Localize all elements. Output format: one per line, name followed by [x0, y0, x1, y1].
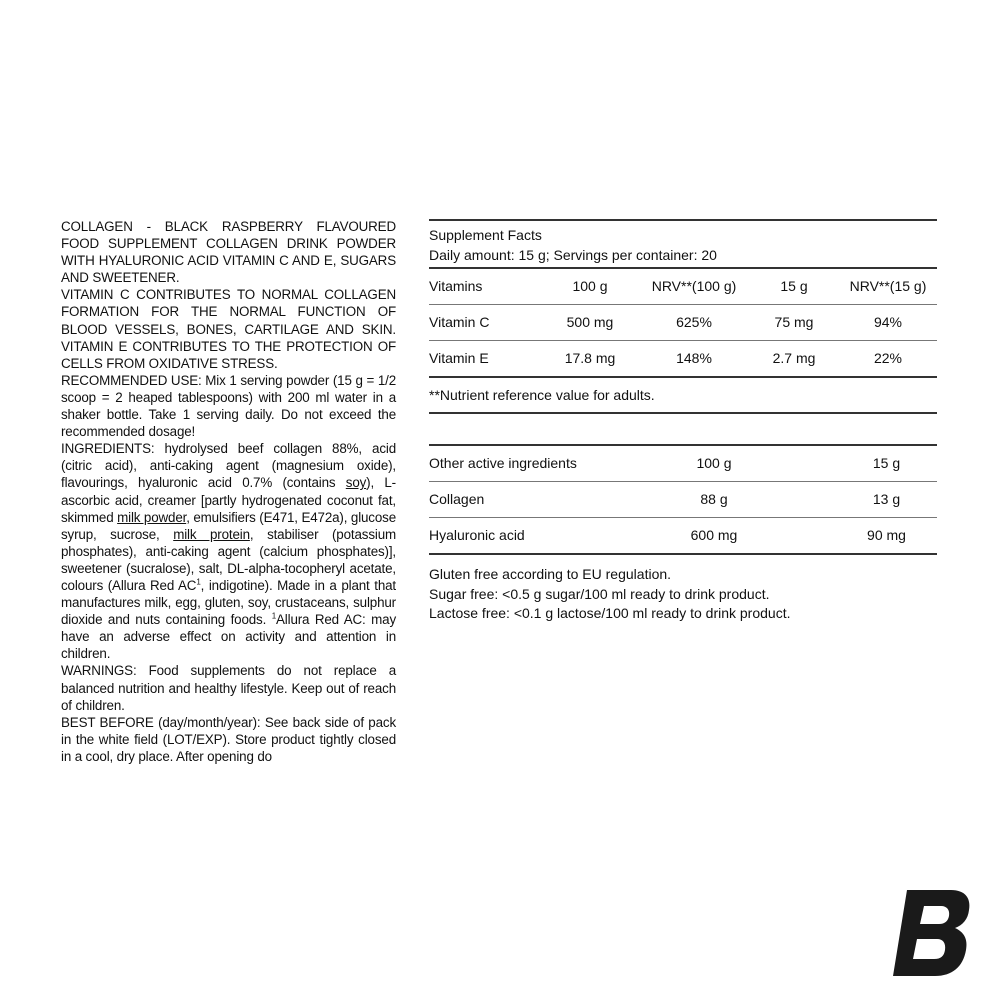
header-cell: NRV**(15 g)	[849, 278, 927, 294]
product-title: COLLAGEN - BLACK RASPBERRY FLAVOURED FOOD SUPPLEMENT COLLAGEN DRINK POWDER WITH HYALURONIC ACID VITAMIN C AND E, SUGARS AND SWEETENER.	[61, 219, 396, 286]
table-cell: 17.8 mg	[564, 350, 616, 366]
table-cell: 75 mg	[774, 314, 814, 330]
header-cell: Other active ingredients	[429, 455, 577, 471]
recommended-use: RECOMMENDED USE: Mix 1 serving powder (15 g = 1/2 scoop = 2 heaped tablespoons) with 200 ml water in a shaker bottle. Take 1 serving daily. Do not exceed the recommended dosage!	[61, 372, 396, 440]
lactose-note: Lactose free: <0.1 g lactose/100 ml ready to drink product.	[429, 605, 791, 621]
table-cell: 2.7 mg	[772, 350, 816, 366]
row-label: Vitamin C	[429, 314, 490, 330]
allergen-milk-protein: milk protein	[173, 526, 250, 542]
table-cell: 625%	[676, 314, 712, 330]
table-cell: 94%	[873, 314, 903, 330]
header-cell: NRV**(100 g)	[651, 278, 737, 294]
divider	[429, 553, 937, 555]
nrv-footnote: **Nutrient reference value for adults.	[429, 387, 655, 403]
table-cell: 500 mg	[566, 314, 614, 330]
active-header-row	[429, 446, 937, 481]
best-before: BEST BEFORE (day/month/year): See back side of pack in the white field (LOT/EXP). Store product tightly closed in a cool, dry place. After opening do	[61, 714, 396, 764]
dietary-notes	[429, 565, 937, 624]
health-claims: VITAMIN C CONTRIBUTES TO NORMAL COLLAGEN FORMATION FOR THE NORMAL FUNCTION OF BLOOD VESSELS, BONES, CARTILAGE AND SKIN. VITAMIN E CONTRIBUTES TO THE PROTECTION OF CELLS FROM OXIDATIVE STRESS.	[61, 287, 396, 371]
gluten-note: Gluten free according to EU regulation.	[429, 566, 672, 582]
warnings: WARNINGS: Food supplements do not replace a balanced nutrition and healthy lifestyle. Keep out of reach of children.	[61, 663, 396, 713]
table-cell: 22%	[873, 350, 903, 366]
allergen-soy: soy	[345, 475, 367, 491]
table-row	[429, 482, 937, 517]
table-cell: 90 mg	[867, 527, 906, 543]
label-text	[61, 218, 396, 765]
footnote-marker: 1	[196, 577, 201, 587]
header-cell: 15 g	[872, 455, 901, 471]
allergen-milk-powder: milk powder	[117, 509, 187, 525]
b-letter-logo	[893, 888, 973, 978]
table-row	[429, 518, 937, 553]
footnote-marker: 1	[271, 611, 277, 621]
table-cell: 148%	[676, 350, 712, 366]
supplement-facts-panel	[429, 219, 937, 624]
facts-title: Supplement Facts	[429, 227, 542, 243]
header-cell: 15 g	[780, 278, 808, 294]
row-label: Vitamin E	[429, 350, 489, 366]
table-row	[429, 341, 937, 376]
table-row	[429, 305, 937, 340]
sugar-note: Sugar free: <0.5 g sugar/100 ml ready to drink product.	[429, 585, 770, 602]
row-label: Hyaluronic acid	[429, 527, 525, 543]
table-cell: 13 g	[872, 491, 901, 507]
header-cell: 100 g	[696, 455, 732, 471]
header-cell: Vitamins	[429, 278, 483, 294]
header-cell: 100 g	[572, 278, 608, 294]
table-cell: 600 mg	[690, 527, 738, 543]
table-cell: 88 g	[700, 491, 728, 507]
vitamins-header-row	[429, 269, 937, 304]
row-label: Collagen	[429, 491, 485, 507]
daily-amount: Daily amount: 15 g; Servings per container: 20	[429, 247, 717, 263]
ingredients: INGREDIENTS: hydrolysed beef collagen 88%, acid (citric acid), anti-caking agent (magnesium oxide), flavourings, hyaluronic acid 0.7% (contains soy), L-ascorbic acid, creamer [partly hydrogenated coconut fat, skimmed milk powder, emulsifiers (E471, E472a), glucose syrup, sucrose, milk protein, stabiliser (potassium phosphates), anti-caking agent (calcium phosphates)], sweetener (sucralose), salt, DL-alpha-tocopheryl acetate, colours (Allura Red $AC^1$, indigotine). Made in a plant that manufactures milk, egg, gluten, soy, crustaceans, sulphur dioxide and nuts containing foods. $^1$Allura Red AC: may have an adverse effect on activity and attention in children.	[61, 441, 396, 662]
